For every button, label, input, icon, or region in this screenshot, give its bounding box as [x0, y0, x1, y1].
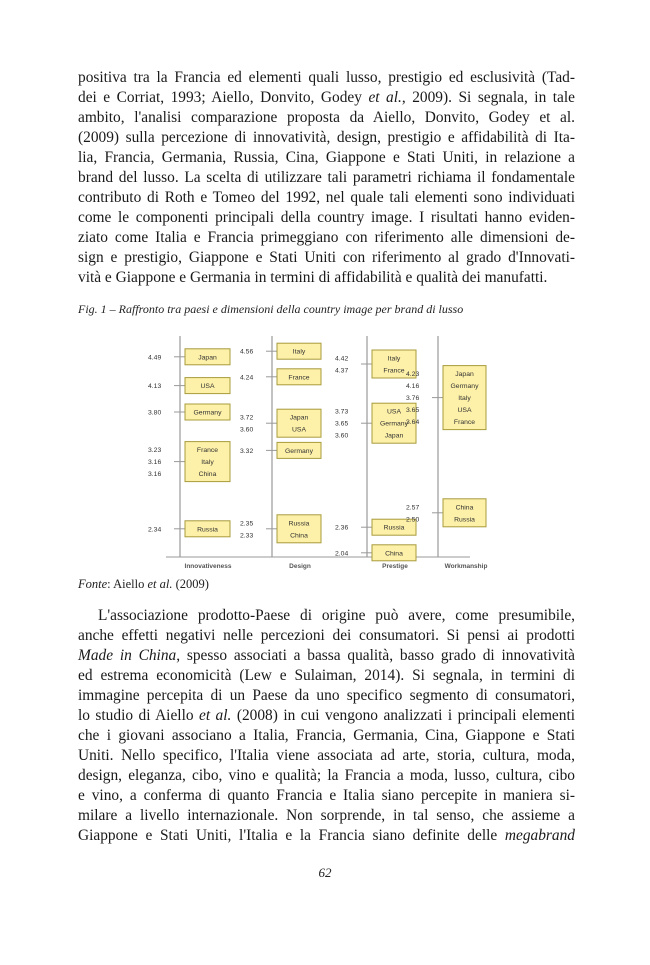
country-label: Italy — [387, 355, 401, 363]
country-label: France — [196, 447, 219, 455]
source-year: (2009) — [172, 577, 209, 591]
score-value: 4.13 — [148, 383, 162, 391]
score-value: 3.60 — [240, 426, 254, 434]
score-value: 4.42 — [335, 355, 349, 363]
dimension-label: Prestige — [382, 563, 408, 570]
score-value: 4.16 — [406, 383, 420, 391]
p1-line: lia, Francia, Germania, Russia, Cina, Giappone e Stati Uniti, in relazione a — [78, 149, 575, 166]
p1-line: vità e Giappone e Germania in termini di affidabilità e qualità dei manufatti. — [78, 269, 548, 286]
score-value: 2.35 — [240, 520, 254, 528]
country-label: Russia — [454, 516, 475, 524]
country-label: China — [290, 532, 308, 540]
dimension-label: Innovativeness — [184, 563, 232, 570]
p1-line: ambito, l'analisi comparazione proposta da Aiello, Donvito, Godey et al. — [78, 109, 575, 126]
score-value: 2.57 — [406, 504, 420, 512]
p2-line: Made in China, spesso associati a bassa qualità, basso grado di innovatività — [78, 647, 576, 664]
score-value: 2.04 — [335, 550, 349, 558]
score-value: 3.32 — [240, 447, 254, 455]
p1-line: come le componenti principali della country image. I risultati hanno eviden- — [78, 209, 575, 226]
country-label: Germany — [285, 447, 313, 455]
page-number: 62 — [318, 865, 332, 880]
country-label: Russia — [383, 524, 405, 532]
p2-line: anche effetti negativi nelle percezioni dei consumatori. Si pensi ai prodotti — [78, 627, 575, 644]
country-label: Russia — [197, 526, 218, 534]
p2-line: ed estrema economicità (Lew e Sulaiman, 2014). Si segnala, in termini di — [78, 667, 575, 684]
country-label: Italy — [292, 348, 306, 356]
p2-line: L'associazione prodotto-Paese di origine può avere, come presumibile, — [98, 607, 575, 624]
country-label: China — [198, 471, 217, 479]
country-label: Japan — [384, 432, 404, 440]
p2-line: Giappone e Stati Uniti, l'Italia e la Francia siano definite delle megabrand — [78, 827, 575, 844]
dimension-label: Design — [289, 563, 311, 570]
score-value: 3.72 — [240, 414, 254, 422]
p1-line: ziato come Italia e Francia primeggiano con riferimento alle dimensioni de- — [78, 229, 575, 246]
source-prefix: Fonte — [78, 577, 108, 591]
figure-source — [78, 577, 209, 592]
p2-line: lo studio di Aiello et al. (2008) in cui vengono analizzati i principali elementi — [78, 707, 575, 724]
country-label: Russia — [288, 520, 310, 528]
country-label: China — [385, 550, 403, 558]
score-value: 3.23 — [148, 447, 162, 455]
paragraph-1 — [78, 68, 575, 288]
country-label: Germany — [450, 383, 479, 391]
score-value: 3.73 — [335, 408, 349, 416]
country-label: Italy — [458, 395, 471, 403]
score-value: 2.33 — [240, 532, 254, 540]
country-image-chart — [0, 318, 650, 588]
p2-line: che i giovani associano a Italia, Francia, Germania, Cina, Giappone e Stati — [78, 727, 575, 744]
country-label: France — [453, 419, 476, 427]
p2-line: Uniti. Nello specifico, l'Italia viene associata ad arte, storia, cultura, moda, — [78, 747, 575, 764]
p2-line: immagine percepita di un Paese da uno specifico segmento di consumatori, — [78, 687, 575, 704]
p2-line: milare a livello internazionale. Non sorprende, in tal senso, che assieme a — [78, 807, 575, 824]
country-label: Japan — [455, 371, 474, 379]
score-value: 2.34 — [148, 526, 162, 534]
p1-line: contributo di Roth e Tomeo del 1992, nel quale tali elementi sono individuati — [78, 189, 575, 206]
score-value: 4.24 — [240, 374, 254, 382]
country-label: USA — [387, 408, 401, 416]
score-value: 3.65 — [406, 407, 420, 415]
p2-line: design, eleganza, cibo, vino e qualità; la Francia a moda, lusso, cultura, cibo — [78, 767, 575, 784]
source-etal: et al. — [147, 577, 173, 591]
score-value: 3.76 — [406, 395, 420, 403]
score-value: 3.64 — [406, 419, 420, 427]
p1-line: positiva tra la Francia ed elementi quali lusso, prestigio ed esclusività (Tad- — [78, 69, 575, 86]
country-label: Japan — [198, 354, 217, 362]
paragraph-2 — [78, 606, 575, 846]
score-value: 3.16 — [148, 471, 162, 479]
p1-line: (2009) sulla percezione di innovatività, design, prestigio e affidabilità di Ita- — [78, 129, 575, 146]
score-value: 3.16 — [148, 459, 162, 467]
score-value: 3.80 — [148, 409, 162, 417]
country-label: China — [455, 504, 474, 512]
score-value: 4.23 — [406, 371, 420, 379]
country-label: France — [288, 374, 310, 382]
p2-line: e vino, a conferma di quanto Francia e Italia siano percepite in maniera si- — [78, 787, 575, 804]
country-label: Italy — [201, 459, 214, 467]
country-label: Germany — [380, 420, 408, 428]
country-label: USA — [200, 383, 215, 391]
p1-line: dei e Corriat, 1993; Aiello, Donvito, Godey et al., 2009). Si segnala, in tale — [78, 89, 575, 106]
score-value: 2.50 — [406, 516, 420, 524]
source-text: : Aiello — [107, 577, 148, 591]
score-value: 4.49 — [148, 354, 162, 362]
score-value: 4.37 — [335, 367, 349, 375]
score-value: 3.65 — [335, 420, 349, 428]
dimension-label: Workmanship — [444, 563, 488, 570]
figure-caption: Fig. 1 – Raffronto tra paesi e dimensioni della country image per brand di lusso — [78, 302, 464, 316]
country-label: Japan — [289, 414, 309, 422]
score-value: 4.56 — [240, 348, 254, 356]
score-value: 2.36 — [335, 524, 349, 532]
score-value: 3.60 — [335, 432, 349, 440]
country-label: Germany — [193, 409, 222, 417]
p1-line: brand del lusso. La scelta di utilizzare tali parametri richiama il fondamentale — [78, 169, 575, 186]
country-label: USA — [292, 426, 306, 434]
p1-line: sign e prestigio, Giappone e Stati Uniti con riferimento al grado d'Innovati- — [78, 249, 575, 266]
country-label: France — [383, 367, 405, 375]
country-label: USA — [457, 407, 472, 415]
